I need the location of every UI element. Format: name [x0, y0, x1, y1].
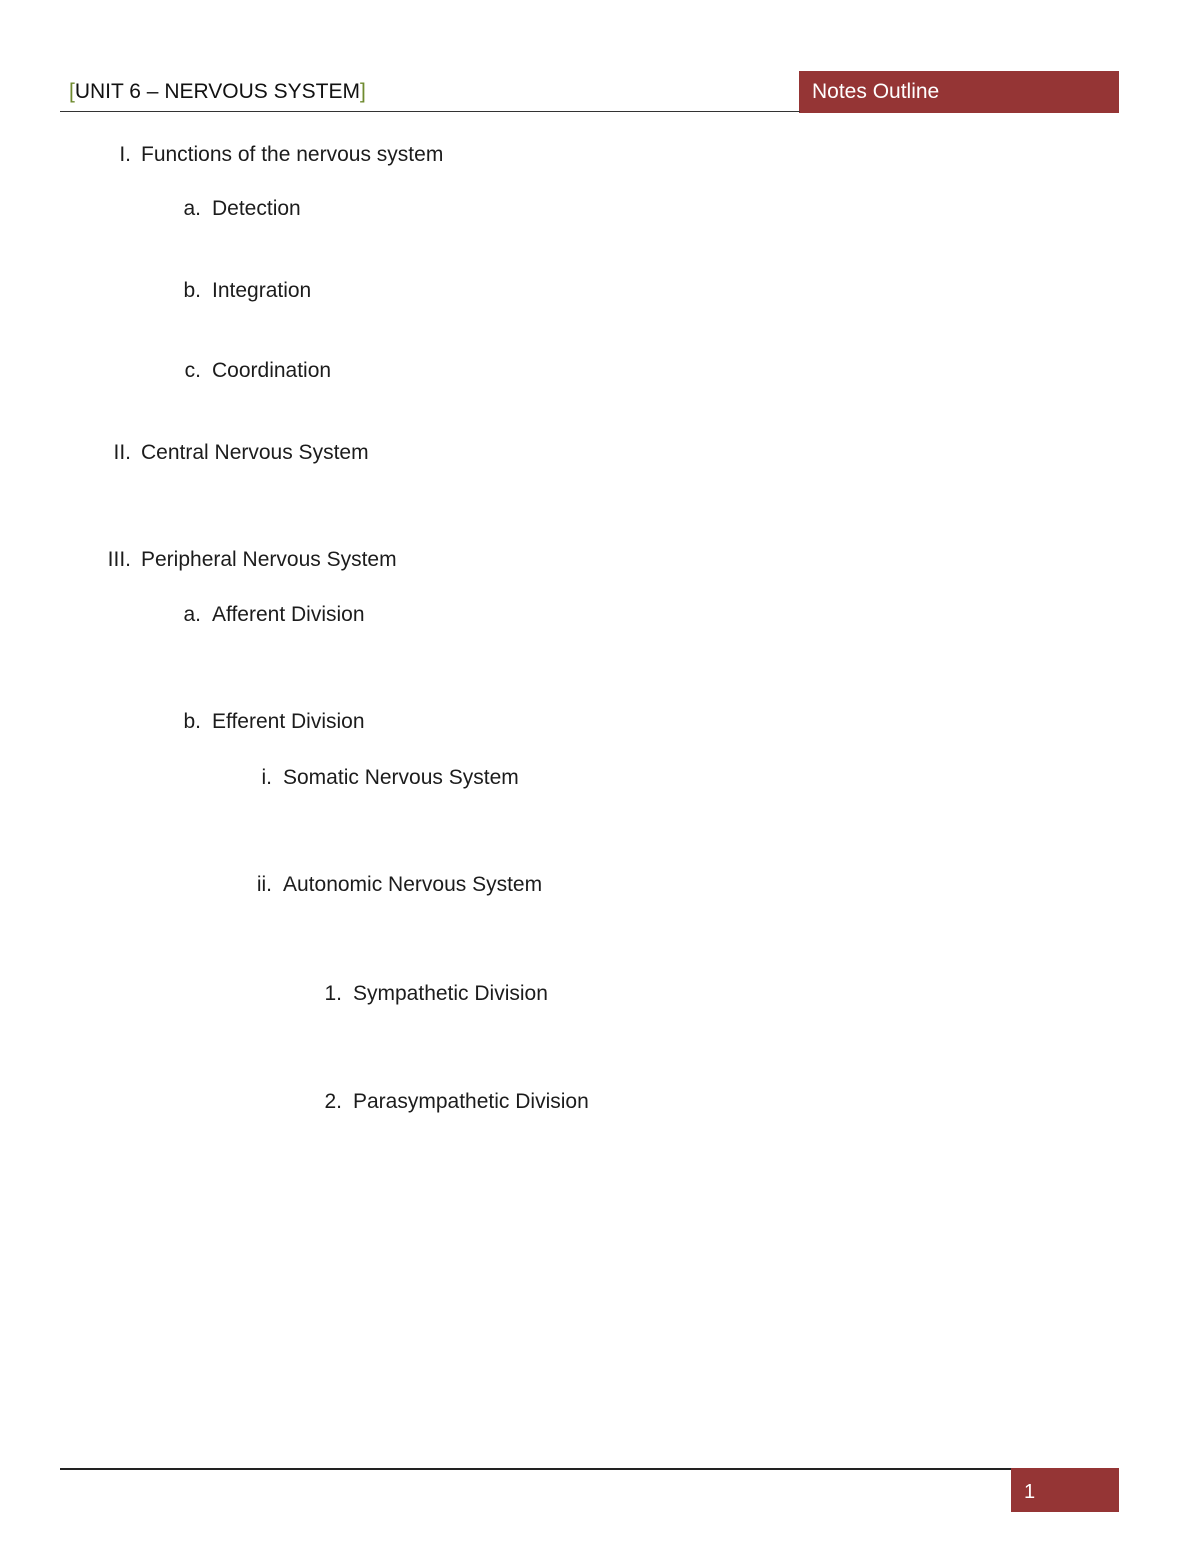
section-label: Peripheral Nervous System [141, 548, 397, 571]
outline-item-coordination [184, 358, 332, 384]
title-bracket-close: ] [359, 80, 366, 103]
unit-title [69, 78, 366, 106]
outline-item-afferent-division [183, 602, 365, 628]
notes-outline-badge: Notes Outline [799, 71, 1119, 113]
item-marker: 1. [324, 982, 342, 1005]
item-marker: a. [183, 197, 201, 220]
item-label: Coordination [212, 359, 332, 382]
item-label: Autonomic Nervous System [283, 873, 543, 896]
section-marker: II. [113, 441, 131, 464]
outline-item-integration [183, 278, 312, 304]
section-label: Central Nervous System [141, 441, 369, 464]
section-marker: III. [107, 548, 131, 571]
title-bracket-open: [ [69, 80, 75, 103]
footer-divider [60, 1468, 1012, 1470]
item-label: Sympathetic Division [353, 982, 548, 1005]
outline-section-2 [113, 440, 369, 466]
item-marker: b. [183, 279, 201, 302]
item-marker: c. [184, 359, 201, 382]
page-number-badge: 1 [1011, 1468, 1119, 1512]
outline-item-autonomic-nervous-system [256, 872, 543, 898]
item-label: Efferent Division [212, 710, 365, 733]
section-label: Functions of the nervous system [141, 143, 444, 166]
item-label: Afferent Division [212, 603, 365, 626]
outline-item-parasympathetic-division [324, 1089, 589, 1115]
item-label: Detection [212, 197, 301, 220]
outline-item-sympathetic-division [324, 981, 548, 1007]
header-divider [60, 111, 800, 112]
outline-section-3 [107, 547, 397, 573]
unit-title-text: UNIT 6 – NERVOUS SYSTEM [74, 80, 360, 103]
outline-item-efferent-division [183, 709, 365, 735]
outline-item-detection [183, 196, 301, 222]
outline-section-1 [119, 142, 444, 168]
section-marker: I. [119, 143, 131, 166]
item-marker: a. [183, 603, 201, 626]
item-marker: ii. [256, 873, 272, 896]
outline-item-somatic-nervous-system [261, 765, 519, 791]
item-marker: b. [183, 710, 201, 733]
item-label: Parasympathetic Division [353, 1090, 589, 1113]
item-label: Somatic Nervous System [283, 766, 519, 789]
item-marker: i. [261, 766, 272, 789]
item-marker: 2. [324, 1090, 342, 1113]
item-label: Integration [212, 279, 312, 302]
